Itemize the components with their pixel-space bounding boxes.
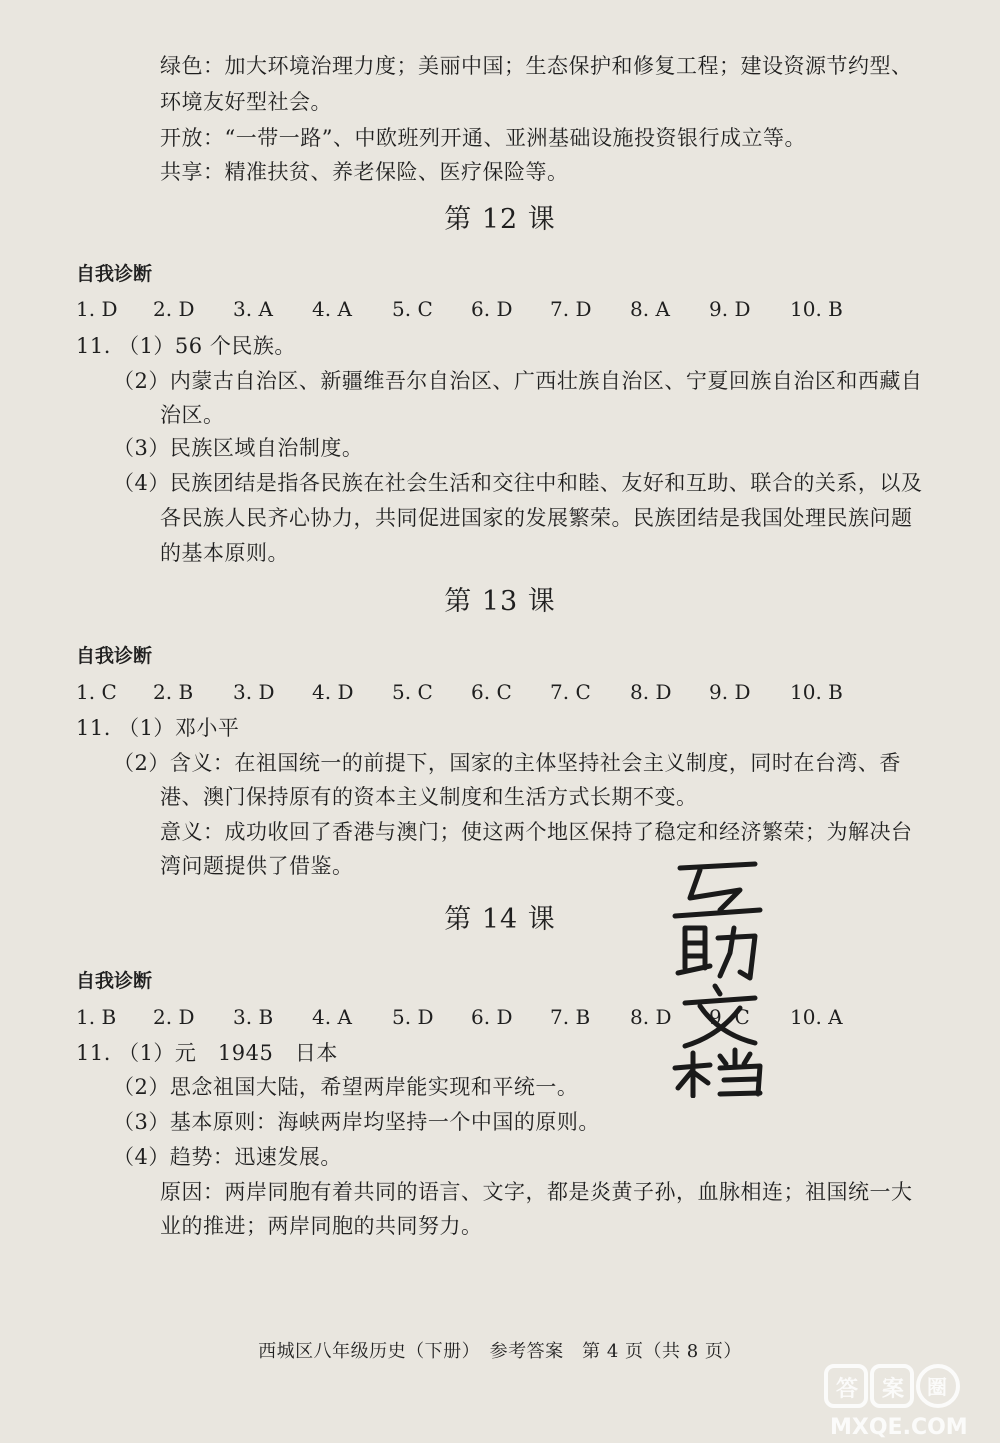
lesson-13-section: 自我诊断 — [76, 645, 153, 667]
answer-item: 4. A — [312, 1005, 352, 1029]
answer-item: 6. D — [471, 1005, 513, 1029]
answer-item: 10. B — [790, 680, 843, 704]
answer-item: 10. A — [790, 1005, 843, 1029]
svg-text:案: 案 — [882, 1377, 905, 1402]
answer-item: 9. C — [709, 1005, 750, 1029]
lesson-13-title: 第 13 课 — [444, 586, 556, 617]
lesson-14-q11-line: （2）思念祖国大陆，希望两岸能实现和平统一。 — [113, 1075, 579, 1099]
answer-item: 9. D — [709, 680, 751, 704]
lesson-13-q11-line: 意义：成功收回了香港与澳门；使这两个地区保持了稳定和经济繁荣；为解决台 — [160, 820, 913, 844]
answer-item: 8. A — [630, 297, 670, 321]
answer-item: 3. A — [233, 297, 273, 321]
lesson-14-q11-line: （3）基本原则：海峡两岸均坚持一个中国的原则。 — [113, 1110, 600, 1134]
answer-item: 3. D — [233, 680, 275, 704]
lesson-12-q11-line: 11. （1）56 个民族。 — [76, 334, 296, 358]
answer-item: 5. C — [392, 297, 433, 321]
answer-item: 1. C — [76, 680, 117, 704]
intro-line: 开放：“一带一路”、中欧班列开通、亚洲基础设施投资银行成立等。 — [160, 126, 806, 150]
intro-line: 共享：精准扶贫、养老保险、医疗保险等。 — [160, 160, 569, 184]
answer-item: 10. B — [790, 297, 843, 321]
lesson-14-title: 第 14 课 — [444, 904, 556, 935]
lesson-14-q11-line: （4）趋势：迅速发展。 — [113, 1145, 342, 1169]
svg-text:MXQE.COM: MXQE.COM — [830, 1415, 968, 1440]
lesson-12-q11-line: 各民族人民齐心协力，共同促进国家的发展繁荣。民族团结是我国处理民族问题 — [160, 506, 913, 530]
answer-item: 7. D — [550, 297, 592, 321]
answer-item: 3. B — [233, 1005, 274, 1029]
lesson-12-section: 自我诊断 — [76, 263, 153, 285]
lesson-14-section: 自我诊断 — [76, 970, 153, 992]
lesson-12-q11-line: 治区。 — [160, 403, 225, 427]
lesson-13-q11-line: （2）含义：在祖国统一的前提下，国家的主体坚持社会主义制度，同时在台湾、香 — [113, 751, 901, 775]
answer-item: 4. A — [312, 297, 352, 321]
answer-item: 6. D — [471, 297, 513, 321]
lesson-14-q11-line: 11. （1）元 1945 日本 — [76, 1041, 338, 1065]
answer-item: 7. B — [550, 1005, 591, 1029]
answer-item: 8. D — [630, 680, 672, 704]
watermark-logo — [820, 1360, 990, 1440]
svg-text:答: 答 — [836, 1377, 859, 1402]
answer-item: 2. D — [153, 297, 195, 321]
answer-item: 5. C — [392, 680, 433, 704]
answer-item: 7. C — [550, 680, 591, 704]
answer-item: 9. D — [709, 297, 751, 321]
svg-text:圈: 圈 — [927, 1375, 947, 1399]
answer-item: 6. C — [471, 680, 512, 704]
lesson-12-q11-line: 的基本原则。 — [160, 541, 289, 565]
lesson-12-q11-line: （2）内蒙古自治区、新疆维吾尔自治区、广西壮族自治区、宁夏回族自治区和西藏自 — [113, 369, 923, 393]
intro-line: 环境友好型社会。 — [160, 90, 332, 114]
lesson-13-q11-line: 港、澳门保持原有的资本主义制度和生活方式长期不变。 — [160, 785, 698, 809]
lesson-14-q11-line: 业的推进；两岸同胞的共同努力。 — [160, 1214, 483, 1238]
lesson-12-q11-line: （3）民族区域自治制度。 — [113, 436, 364, 460]
handwriting-mark — [660, 858, 780, 1098]
answer-item: 2. B — [153, 680, 194, 704]
page-footer: 西城区八年级历史（下册） 参考答案 第 4 页（共 8 页） — [258, 1341, 742, 1362]
lesson-14-q11-line: 原因：两岸同胞有着共同的语言、文字，都是炎黄子孙，血脉相连；祖国统一大 — [160, 1180, 913, 1204]
lesson-12-title: 第 12 课 — [444, 204, 556, 235]
intro-line: 绿色：加大环境治理力度；美丽中国；生态保护和修复工程；建设资源节约型、 — [160, 54, 913, 78]
answer-item: 2. D — [153, 1005, 195, 1029]
lesson-13-q11-line: 11. （1）邓小平 — [76, 716, 240, 740]
answer-item: 4. D — [312, 680, 354, 704]
answer-item: 1. B — [76, 1005, 117, 1029]
lesson-12-q11-line: （4）民族团结是指各民族在社会生活和交往中和睦、友好和互助、联合的关系，以及 — [113, 471, 923, 495]
answer-item: 5. D — [392, 1005, 434, 1029]
answer-item: 8. D — [630, 1005, 672, 1029]
lesson-13-q11-line: 湾问题提供了借鉴。 — [160, 854, 354, 878]
answer-item: 1. D — [76, 297, 118, 321]
